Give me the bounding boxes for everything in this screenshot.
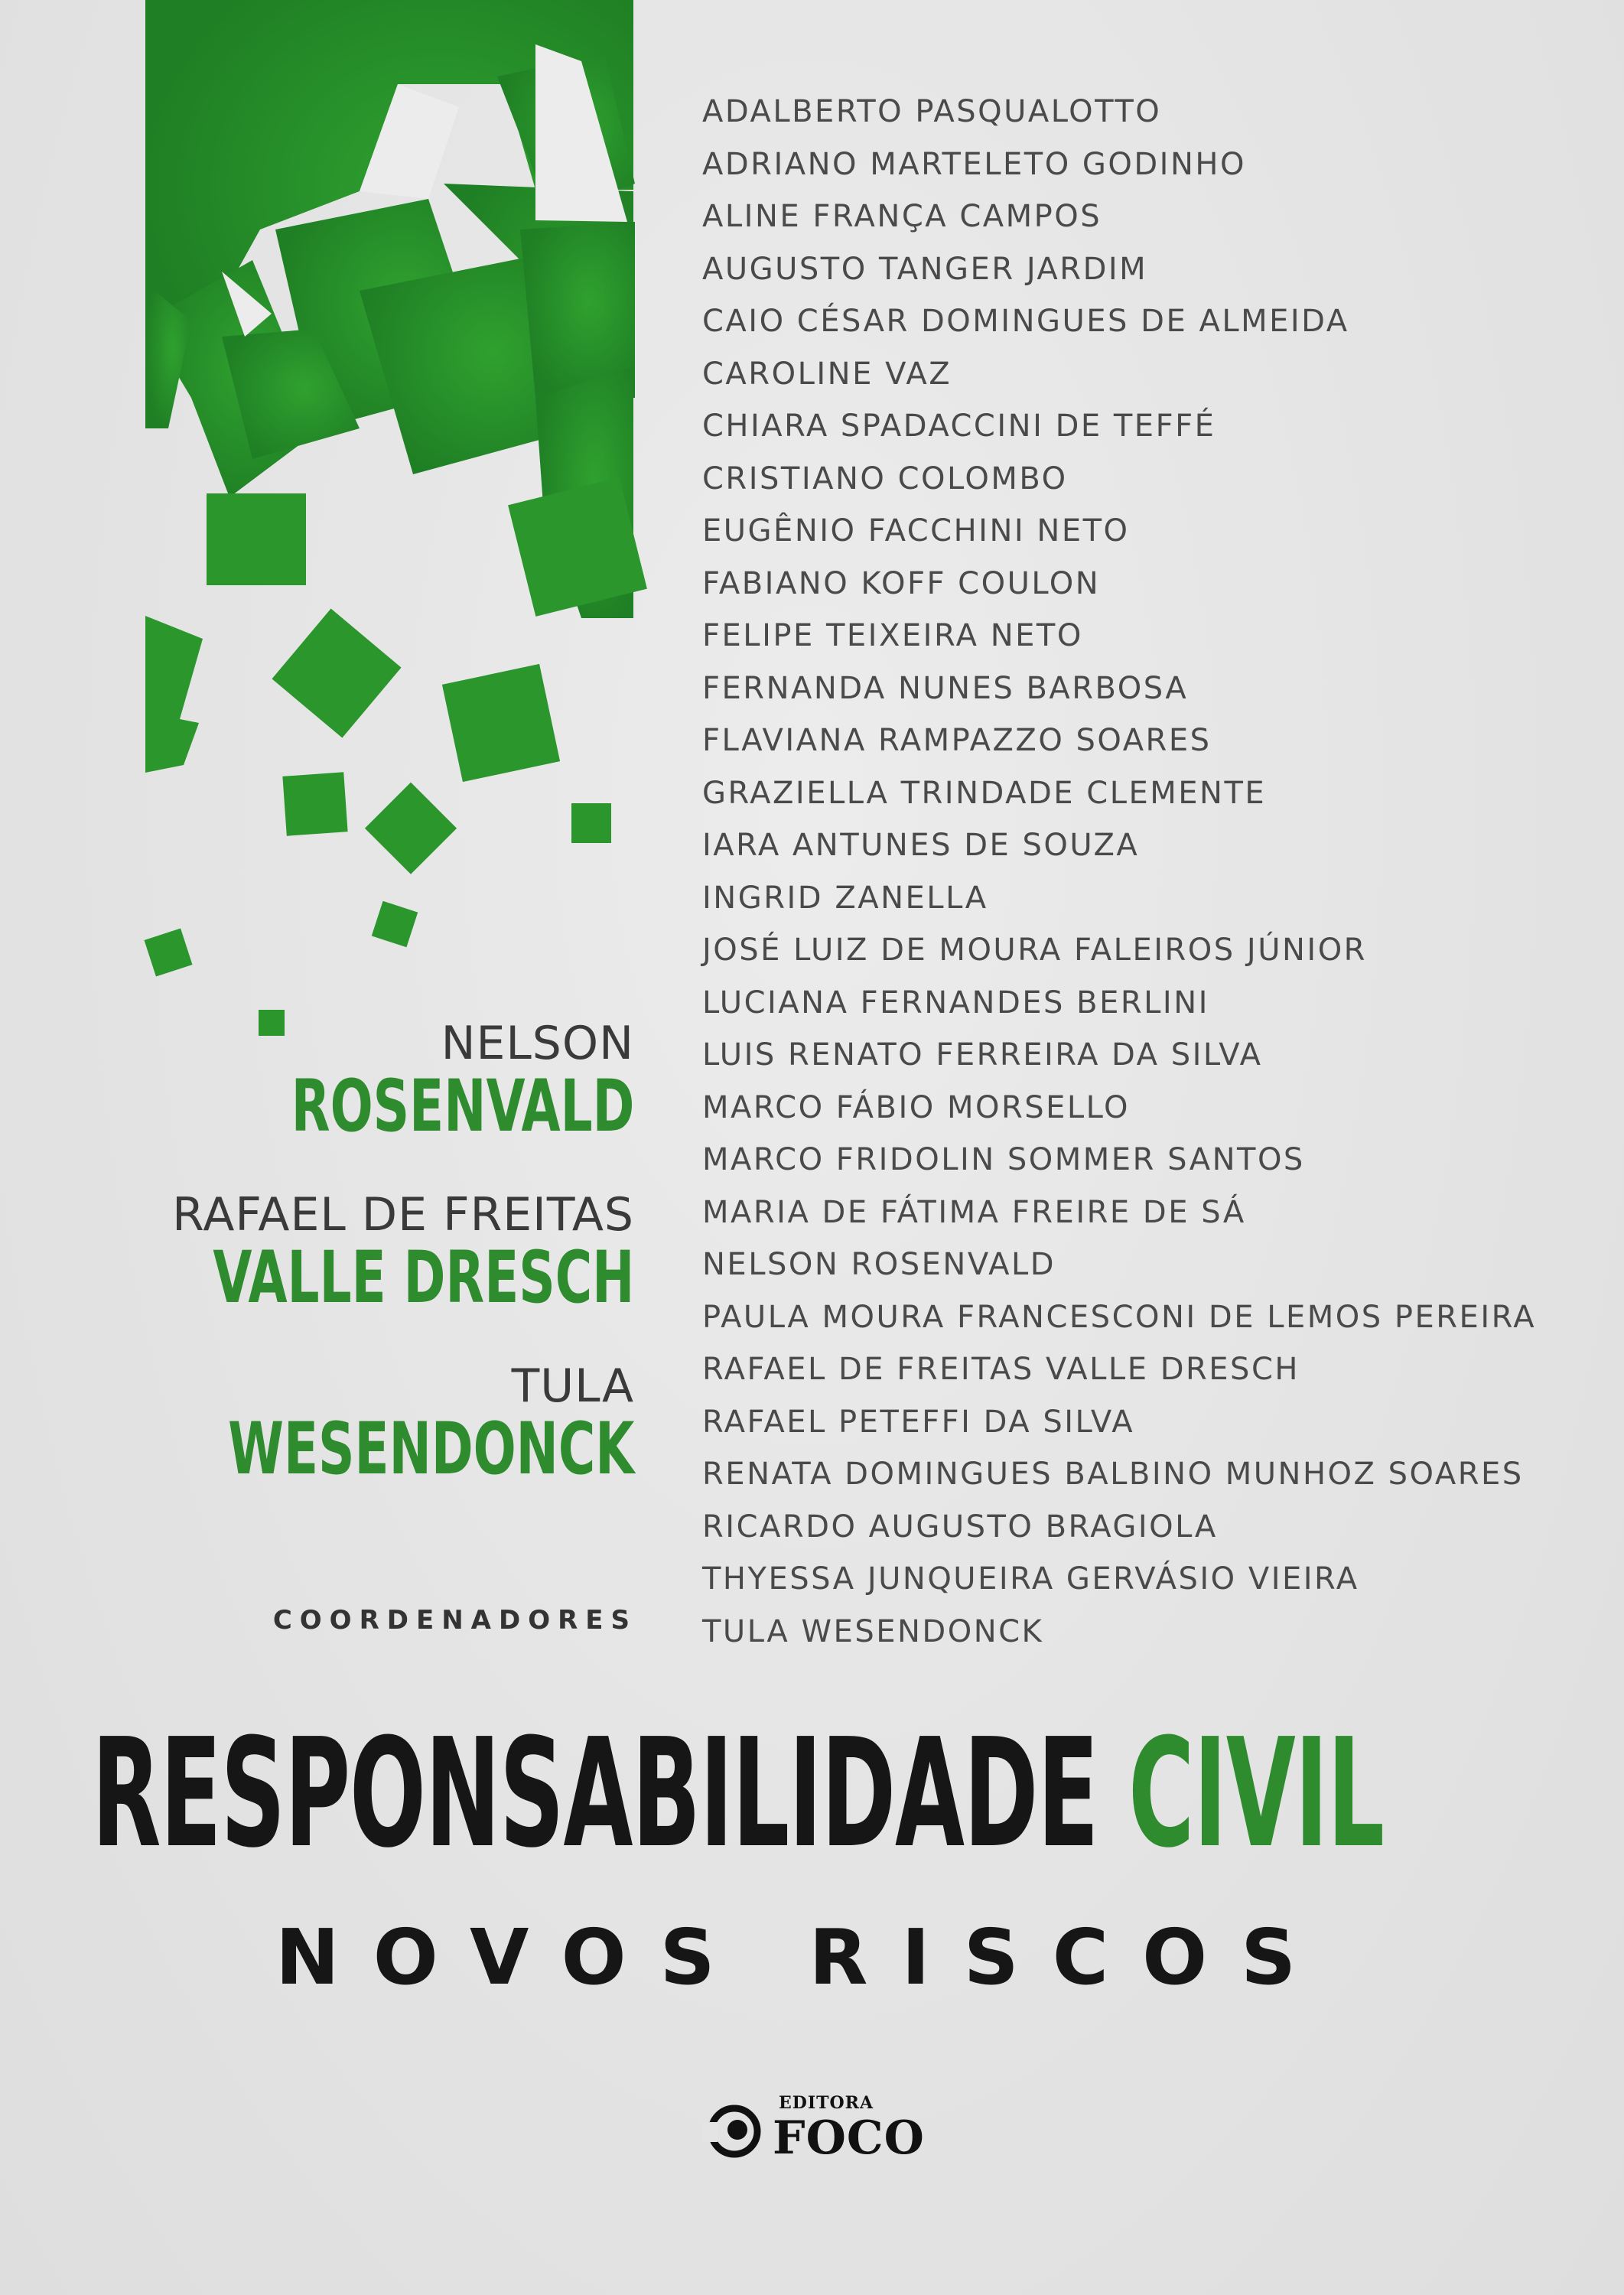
coordinator-first-name: TULA <box>511 1359 634 1413</box>
contributor-name: MARIA DE FÁTIMA FREIRE DE SÁ <box>702 1194 1246 1230</box>
contributor-name: JOSÉ LUIZ DE MOURA FALEIROS JÚNIOR <box>702 933 1367 968</box>
contributor-name: RICARDO AUGUSTO BRAGIOLA <box>702 1509 1218 1545</box>
coordinator-last-name: ROSENVALD <box>291 1065 634 1148</box>
coordinator-last-name: VALLE DRESCH <box>213 1236 634 1320</box>
contributor-name: CRISTIANO COLOMBO <box>702 461 1068 496</box>
publisher-logo <box>702 2088 932 2173</box>
contributor-name: CAROLINE VAZ <box>702 356 952 392</box>
coordinators-block <box>94 1017 634 1532</box>
contributors-list <box>702 86 1582 1658</box>
contributor-name: MARCO FÁBIO MORSELLO <box>702 1089 1131 1125</box>
publisher-label: EDITORA <box>779 2093 874 2113</box>
coordinator-3 <box>94 1359 634 1491</box>
editora-foco-logo-icon <box>702 2099 763 2160</box>
contributor-name: FABIANO KOFF COULON <box>702 565 1101 601</box>
contributor-name: RAFAEL DE FREITAS VALLE DRESCH <box>702 1352 1300 1387</box>
book-subtitle: NOVOS RISCOS <box>275 1912 1330 2002</box>
contributor-name: ALINE FRANÇA CAMPOS <box>702 199 1102 234</box>
contributor-name: IARA ANTUNES DE SOUZA <box>702 828 1140 863</box>
contributor-name: LUIS RENATO FERREIRA DA SILVA <box>702 1037 1263 1073</box>
contributor-name: MARCO FRIDOLIN SOMMER SANTOS <box>702 1142 1305 1177</box>
coordinator-1 <box>94 1017 634 1148</box>
contributor-name: ADALBERTO PASQUALOTTO <box>702 94 1162 129</box>
contributor-name: RENATA DOMINGUES BALBINO MUNHOZ SOARES <box>702 1457 1524 1492</box>
book-title <box>92 1707 1384 1881</box>
contributor-name: EUGÊNIO FACCHINI NETO <box>702 513 1130 549</box>
contributor-name: LUCIANA FERNANDES BERLINI <box>702 985 1209 1021</box>
coordinators-label: COORDENADORES <box>272 1605 637 1636</box>
contributor-name: NELSON ROSENVALD <box>702 1247 1056 1282</box>
contributor-name: CHIARA SPADACCINI DE TEFFÉ <box>702 409 1216 444</box>
contributor-name: RAFAEL PETEFFI DA SILVA <box>702 1404 1135 1440</box>
contributor-name: THYESSA JUNQUEIRA GERVÁSIO VIEIRA <box>702 1561 1359 1597</box>
contributor-name: CAIO CÉSAR DOMINGUES DE ALMEIDA <box>702 304 1349 339</box>
coordinator-first-name: NELSON <box>441 1017 634 1070</box>
title-main: RESPONSABILIDADE <box>92 1707 1098 1881</box>
coordinator-2 <box>94 1188 634 1320</box>
publisher-name: FOCO <box>773 2111 925 2165</box>
contributor-name: GRAZIELLA TRINDADE CLEMENTE <box>702 775 1267 811</box>
contributor-name: FLAVIANA RAMPAZZO SOARES <box>702 723 1212 758</box>
contributor-name: AUGUSTO TANGER JARDIM <box>702 251 1148 287</box>
contributor-name: FELIPE TEIXEIRA NETO <box>702 618 1083 653</box>
coordinator-last-name: WESENDONCK <box>227 1408 634 1491</box>
contributor-name: INGRID ZANELLA <box>702 880 988 916</box>
title-accent: CIVIL <box>1128 1707 1384 1881</box>
contributor-name: TULA WESENDONCK <box>702 1613 1044 1649</box>
green-mosaic-graphic <box>0 0 688 1071</box>
contributor-name: FERNANDA NUNES BARBOSA <box>702 670 1189 706</box>
coordinator-first-name: RAFAEL DE FREITAS <box>172 1188 634 1242</box>
contributor-name: ADRIANO MARTELETO GODINHO <box>702 146 1246 182</box>
contributor-name: PAULA MOURA FRANCESCONI DE LEMOS PEREIRA <box>702 1299 1537 1335</box>
